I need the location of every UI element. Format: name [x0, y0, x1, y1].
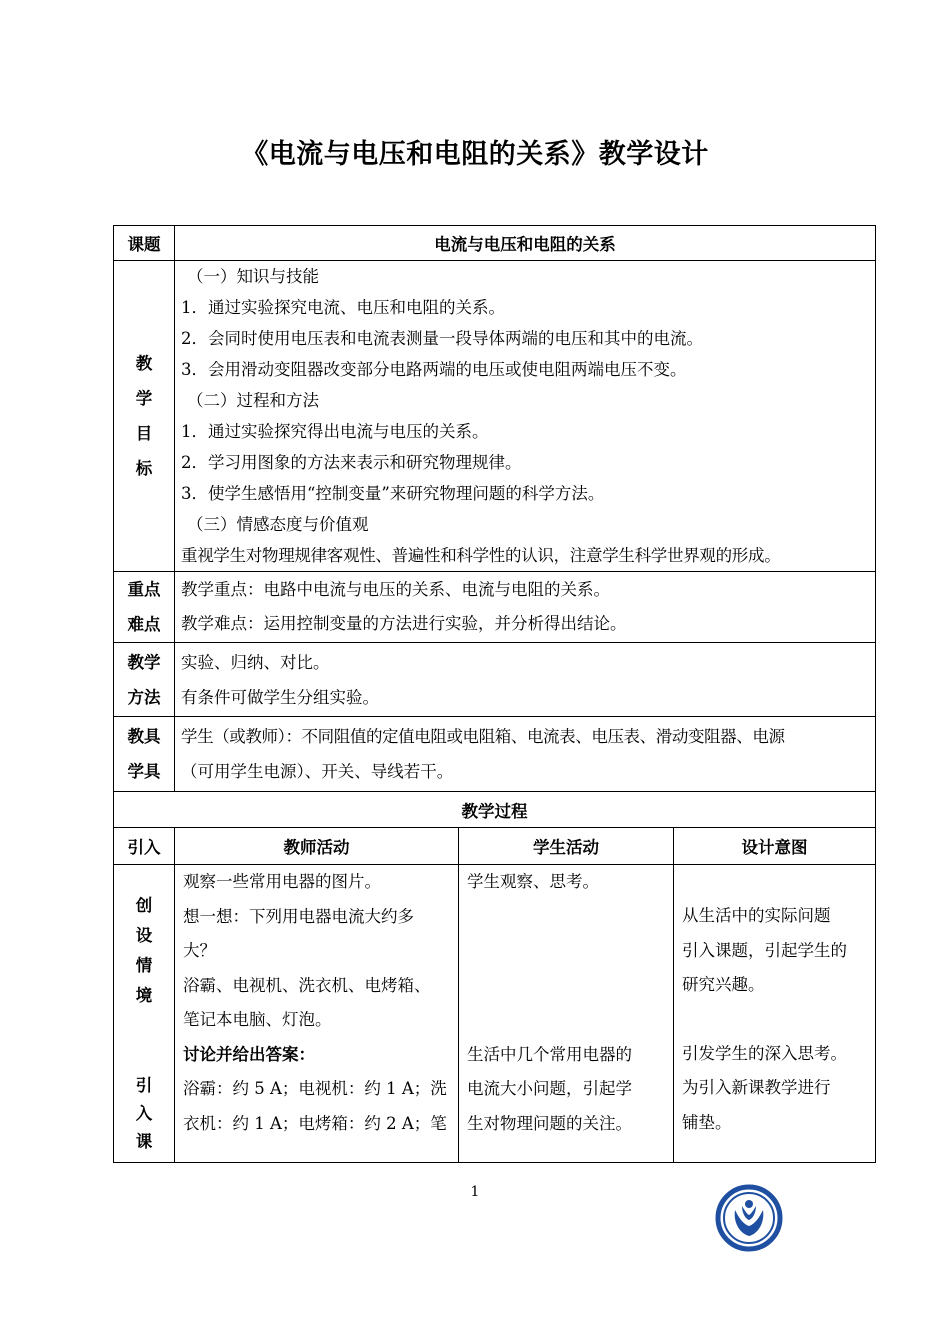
stage-cell	[114, 865, 175, 1163]
student-line: 学生观察、思考。	[467, 872, 599, 891]
objectives-label-char: 标	[135, 459, 153, 478]
teacher-answer-line: 衣机：约 1 A；电烤箱：约 2 A；笔	[183, 1113, 447, 1133]
teacher-activity-cell	[175, 865, 459, 1163]
tools-label-line: 学具	[127, 762, 161, 781]
col-header-intent: 设计意图	[674, 828, 876, 865]
tools-line: 学生（或教师）：不同阻值的定值电阻或电阻箱、电流表、电压表、滑动变阻器、电源	[181, 727, 785, 746]
topic-value: 电流与电压和电阻的关系	[175, 226, 876, 261]
lesson-plan-table	[113, 225, 876, 1163]
objective-line: 2．学习用图象的方法来表示和研究物理规律。	[181, 453, 522, 472]
stage-label-char: 入	[135, 1104, 153, 1123]
key-point-line: 教学重点：电路中电流与电压的关系、电流与电阻的关系。	[181, 580, 610, 599]
objectives-row	[114, 261, 876, 572]
stage-label-char: 情	[135, 956, 153, 975]
objective-line: 3．会用滑动变阻器改变部分电路两端的电压或使电阻两端电压不变。	[181, 360, 687, 379]
school-logo-icon	[715, 1184, 783, 1252]
intent-line: 铺垫。	[682, 1112, 732, 1132]
objective-line: 重视学生对物理规律客观性、普遍性和科学性的认识，注意学生科学世界观的形成。	[181, 546, 781, 565]
methods-label-line: 方法	[127, 687, 161, 707]
intent-line: 引发学生的深入思考。	[682, 1043, 847, 1063]
method-line: 有条件可做学生分组实验。	[181, 687, 379, 707]
stage-label-char: 课	[135, 1132, 153, 1151]
methods-row	[114, 643, 876, 717]
teacher-discuss-heading: 讨论并给出答案：	[183, 1044, 315, 1064]
objective-line: 2．会同时使用电压表和电流表测量一段导体两端的电压和其中的电流。	[181, 329, 703, 348]
page-title: 《电流与电压和电阻的关系》教学设计	[241, 139, 709, 170]
page-number: 1	[470, 1184, 480, 1200]
design-intent-cell	[674, 865, 876, 1163]
process-column-headers	[114, 828, 876, 865]
tools-content	[175, 717, 876, 792]
student-activity-cell	[459, 865, 674, 1163]
teacher-line: 笔记本电脑、灯泡。	[183, 1010, 332, 1029]
key-points-content	[175, 572, 876, 643]
key-points-row	[114, 572, 876, 643]
tools-label	[114, 717, 175, 792]
objective-line: （二）过程和方法	[187, 391, 319, 410]
teacher-line: 想一想：下列用电器电流大约多	[183, 906, 414, 926]
objective-line: 1．通过实验探究得出电流与电压的关系。	[181, 422, 489, 441]
methods-label-line: 教学	[127, 652, 161, 672]
objectives-content	[175, 261, 876, 572]
stage-label-char: 设	[135, 926, 153, 945]
col-header-stage: 引入	[114, 828, 175, 865]
methods-label	[114, 643, 175, 717]
stage-label-char: 境	[135, 986, 153, 1005]
teacher-answer-line: 浴霸：约 5 A；电视机：约 1 A；洗	[183, 1079, 447, 1098]
objectives-label	[114, 261, 175, 572]
student-line: 电流大小问题，引起学	[467, 1079, 632, 1098]
tools-row	[114, 717, 876, 792]
process-heading-row	[114, 792, 876, 828]
tools-line: （可用学生电源）、开关、导线若干。	[181, 762, 454, 781]
topic-label: 课题	[114, 226, 175, 261]
teacher-line: 观察一些常用电器的图片。	[183, 872, 381, 891]
student-line: 生对物理问题的关注。	[467, 1113, 632, 1133]
key-points-label-line: 重点	[127, 580, 161, 599]
teacher-line: 浴霸、电视机、洗衣机、电烤箱、	[183, 975, 431, 995]
intent-line: 为引入新课教学进行	[682, 1078, 831, 1097]
objectives-label-char: 学	[135, 389, 153, 408]
col-header-teacher: 教师活动	[175, 828, 459, 865]
key-points-label	[114, 572, 175, 643]
intent-line: 研究兴趣。	[682, 975, 765, 994]
objective-line: （三）情感态度与价值观	[187, 515, 369, 534]
key-points-label-line: 难点	[127, 615, 161, 634]
objective-line: （一）知识与技能	[187, 267, 319, 286]
teacher-line: 大？	[183, 941, 216, 960]
methods-content	[175, 643, 876, 717]
objectives-label-char: 教	[135, 354, 153, 373]
method-line: 实验、归纳、对比。	[181, 652, 330, 672]
topic-row	[114, 226, 876, 261]
stage-label-char: 引	[135, 1076, 153, 1095]
intent-line: 引入课题，引起学生的	[682, 940, 847, 960]
process-heading: 教学过程	[114, 792, 876, 828]
stage-label-char: 创	[135, 896, 153, 915]
objectives-label-char: 目	[135, 424, 153, 443]
key-point-line: 教学难点：运用控制变量的方法进行实验，并分析得出结论。	[181, 614, 627, 633]
objective-line: 1．通过实验探究电流、电压和电阻的关系。	[181, 298, 505, 317]
objective-line: 3．使学生感悟用“控制变量”来研究物理问题的科学方法。	[181, 484, 605, 503]
col-header-student: 学生活动	[459, 828, 674, 865]
tools-label-line: 教具	[127, 727, 161, 746]
intent-line: 从生活中的实际问题	[682, 906, 831, 925]
process-content-row	[114, 865, 876, 1163]
student-line: 生活中几个常用电器的	[467, 1044, 632, 1064]
